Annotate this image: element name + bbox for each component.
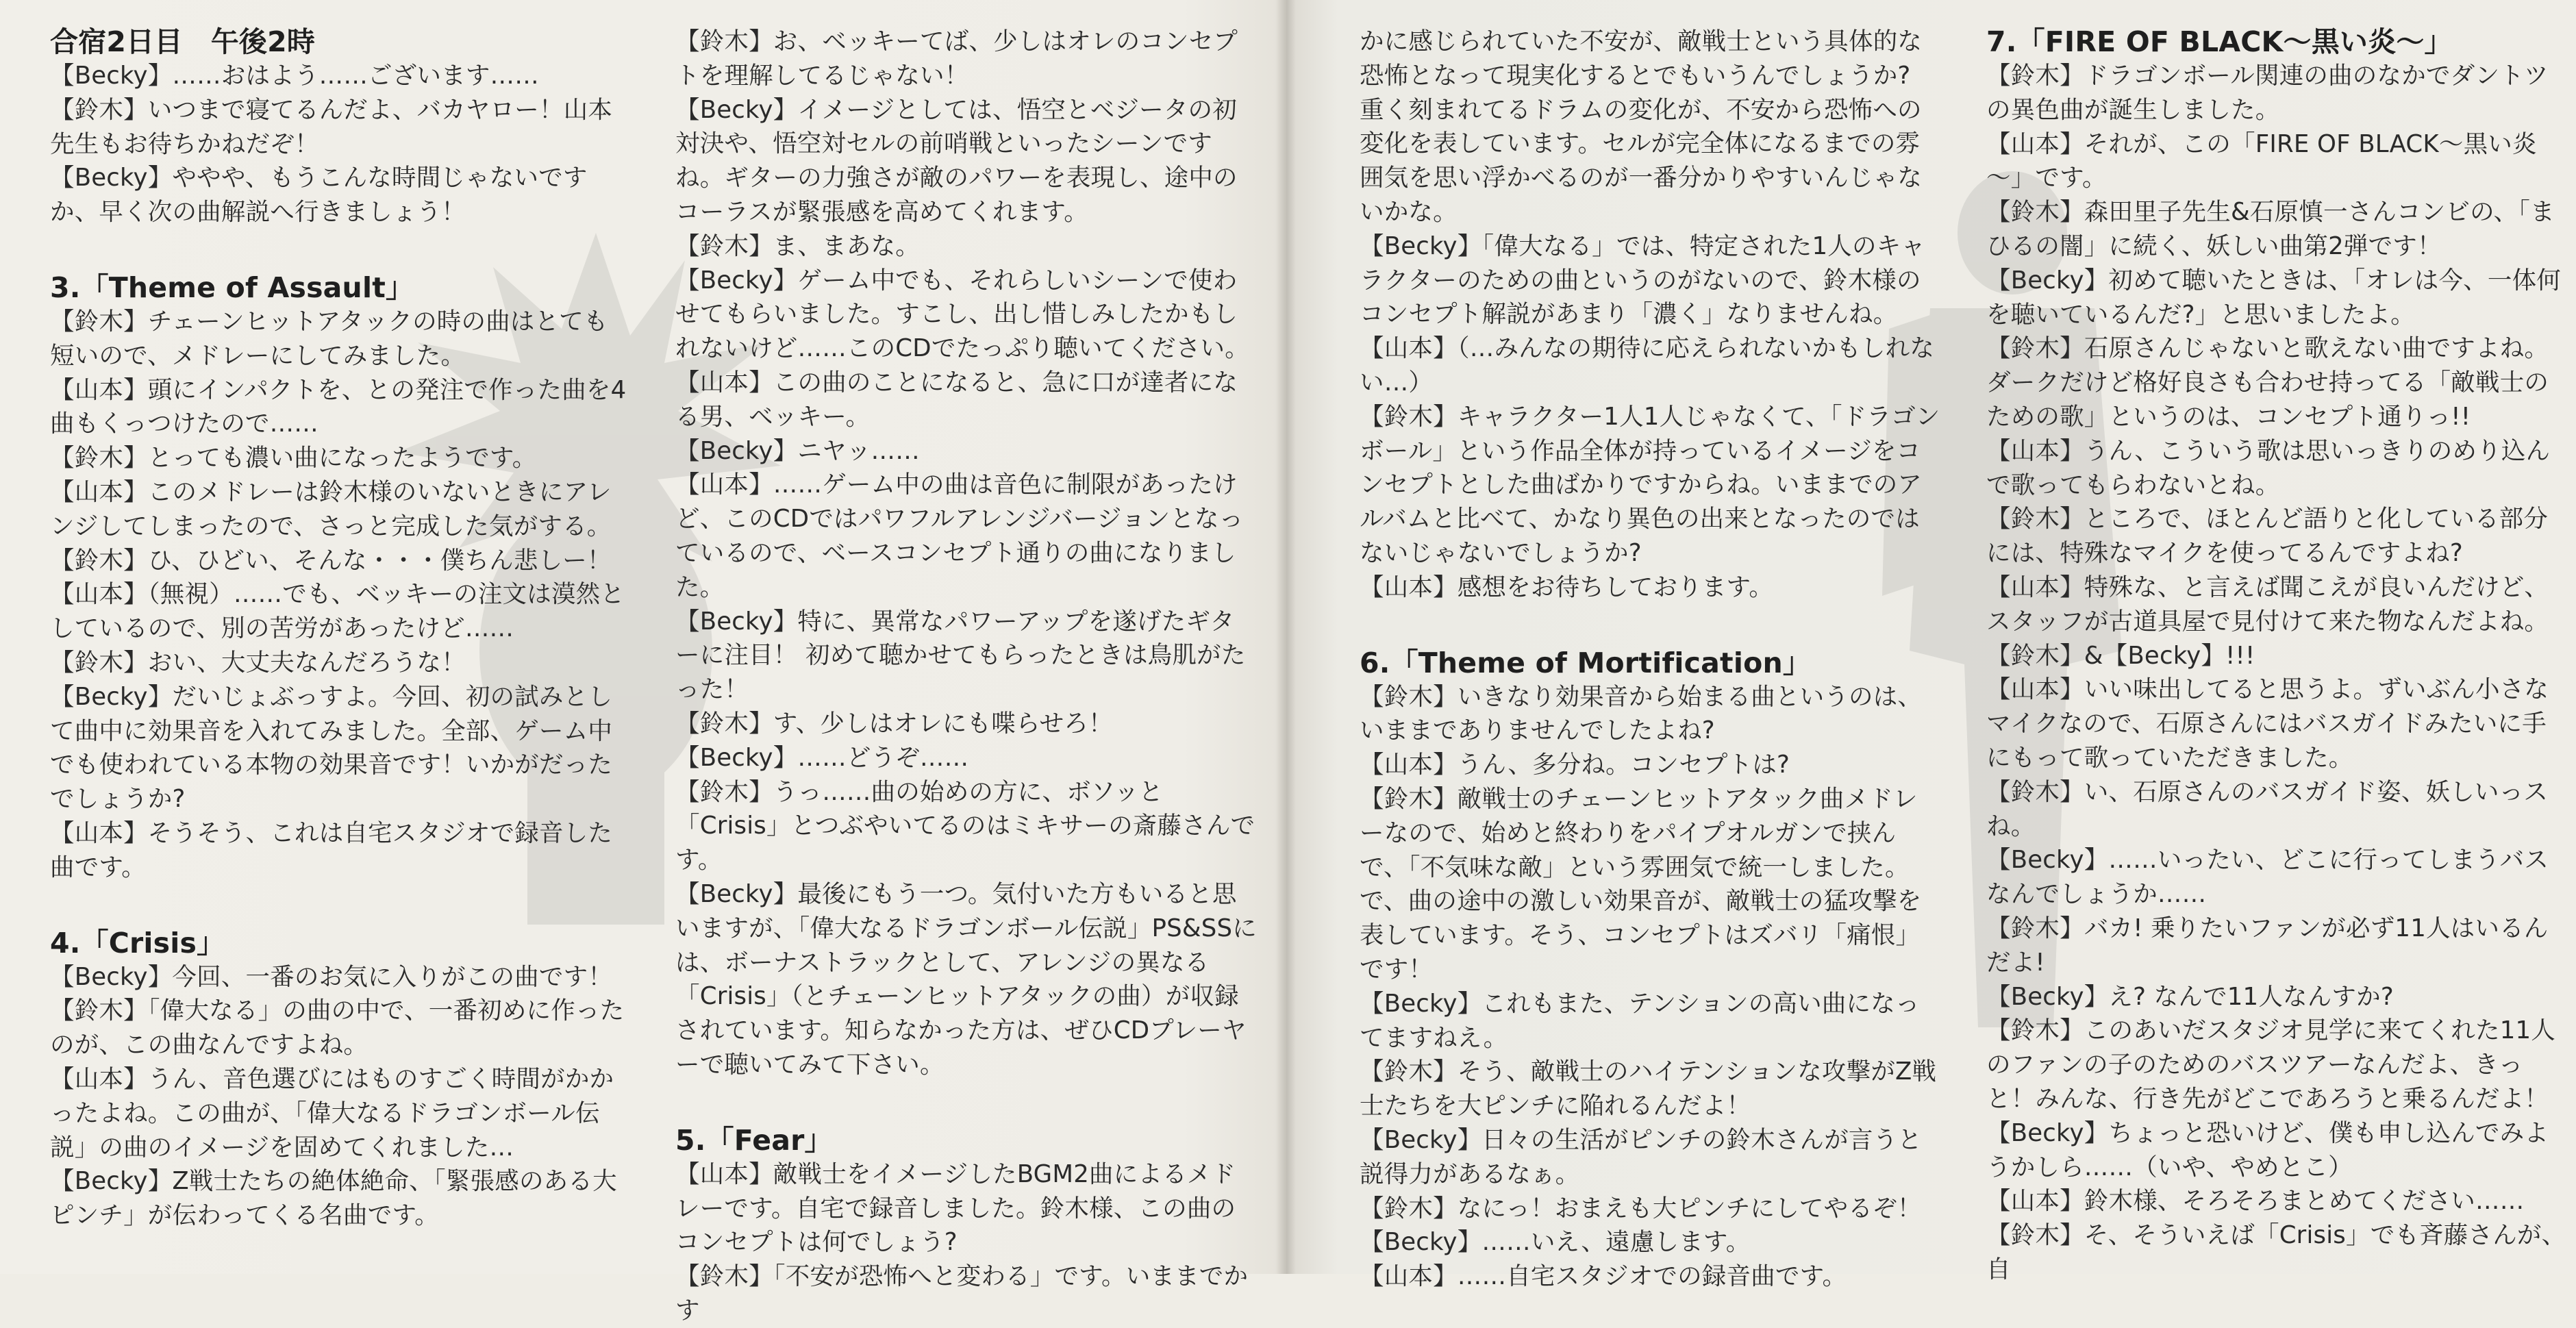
dialogue-line: 【鈴木】森田里子先生&石原慎一さんコンビの、「まひるの闇」に続く、妖しい曲第2弾です！	[1986, 198, 2555, 260]
section-heading: 5.「Fear」	[675, 1123, 833, 1157]
dialogue-line: 【Becky】Z戦士たちの絶体絶命、「緊張感のある大ピンチ」が伝わってくる名曲です。	[50, 1167, 617, 1230]
dialogue-line: 【鈴木】石原さんじゃないと歌えない曲ですよね。ダークだけど格好良さも合わせ持ってる「敵戦士のための歌」というのは、コンセプト通りっ!!	[1986, 334, 2549, 431]
dialogue-line: 【鈴木】このあいだスタジオ見学に来てくれた11人のファンの子のためのバスツアーなんだよ、きっと！みんな、行き先がどこであろうと乗るんだよ！	[1986, 1016, 2555, 1113]
dialogue-line: 【鈴木】お、ベッキーてば、少しはオレのコンセプトを理解してるじゃない！	[675, 27, 1238, 90]
dialogue-line: 【Becky】……いえ、遠慮します。	[1360, 1228, 1751, 1257]
dialogue-line: 【鈴木】ま、まあな。	[675, 231, 921, 260]
dialogue-line: 【鈴木】いつまで寝てるんだよ、バカヤロー！山本先生もお待ちかねだぞ！	[50, 95, 613, 158]
dialogue-line: 【Becky】……いったい、どこに行ってしまうバスなんでしょうか……	[1986, 846, 2549, 909]
section-gap	[1360, 605, 1942, 646]
dialogue-line: 【鈴木】ところで、ほとんど語りと化している部分には、特殊なマイクを使ってるんですよね?	[1986, 505, 2549, 568]
text-column-1	[50, 25, 632, 1233]
dialogue-line: 【鈴木】おい、大丈夫なんだろうな！	[50, 648, 466, 677]
dialogue-line: 【鈴木】うっ……曲の始めの方に、ボソッと「Crisis」とつぶやいてるのはミキサーの斎藤さんです。	[675, 777, 1255, 875]
dialogue-line: 【鈴木】バカ! 乗りたいファンが必ず11人はいるんだよ!	[1986, 914, 2549, 977]
section-heading: 4.「Crisis」	[50, 926, 225, 960]
dialogue-line: 【山本】この曲のことになると、急に口が達者になる男、ベッキー。	[675, 368, 1238, 431]
dialogue-line: 【鈴木】そう、敵戦士のハイテンションな攻撃がZ戦士たちを大ピンチに陥れるんだよ！	[1360, 1057, 1937, 1120]
dialogue-line: 【鈴木】チェーンヒットアタックの時の曲はとても短いので、メドレーにしてみました。	[50, 307, 608, 370]
dialogue-line: 【鈴木】&【Becky】!!!	[1986, 641, 2255, 670]
dialogue-line: 【鈴木】敵戦士のチェーンヒットアタック曲メドレーなので、始めと終わりをパイプオルガンで挟んで、「不気味な敵」という雰囲気で統一しました。で、曲の途中の激しい効果音が、敵戦士の猛攻撃を表しています。そう、コンセプトはズバリ「痛恨」です！	[1360, 784, 1922, 984]
section-heading: 7.「FIRE OF BLACK～黒い炎～」	[1986, 25, 2453, 58]
text-column-4	[1986, 25, 2568, 1287]
dialogue-line: 【Becky】……どうぞ……	[675, 743, 969, 772]
dialogue-line: 【山本】うん、こういう歌は思いっきりのめり込んで歌ってもらわないとね。	[1986, 436, 2551, 499]
dialogue-line: 【Becky】ゲーム中でも、それらしいシーンで使わせてもらいました。すこし、出し惜しみしたかもしれないけど……このCDでたっぷり聴いてください。	[675, 266, 1249, 363]
dialogue-line: 【Becky】これもまた、テンションの高い曲になってますねえ。	[1360, 989, 1920, 1052]
dialogue-line: 【鈴木】そ、そういえば「Crisis」でも斉藤さんが、自	[1986, 1221, 2566, 1283]
dialogue-line: 【Becky】今回、一番のお気に入りがこの曲です！	[50, 962, 613, 991]
dialogue-line: 【山本】感想をお待ちしております。	[1360, 573, 1774, 601]
dialogue-line: 【Becky】日々の生活がピンチの鈴木さんが言うと説得力があるなぁ。	[1360, 1125, 1923, 1188]
text-column-3	[1360, 25, 1942, 1294]
dialogue-line: 【鈴木】い、石原さんのバスガイド姿、妖しいっスね。	[1986, 777, 2549, 840]
dialogue-line: 【Becky】「偉大なる」では、特定された1人のキャラクターのための曲というのがないので、鈴木様のコンセプト解説があまり「濃く」なりませんね。	[1360, 231, 1926, 329]
right-page	[1286, 0, 2576, 1291]
left-page	[0, 0, 1286, 1325]
dialogue-line: 【山本】いい味出してると思うよ。ずいぶん小さなマイクなので、石原さんにはバスガイドみたいに手にもって歌っていただきました。	[1986, 675, 2549, 772]
dialogue-line: 【Becky】ニヤッ……	[675, 436, 920, 465]
dialogue-line: 【山本】特殊な、と言えば聞こえが良いんだけど、スタッフが古道具屋で見付けて来た物なんだよね。	[1986, 573, 2549, 636]
dialogue-line: 【Becky】え? なんで11人なんすか?	[1986, 982, 2394, 1011]
dialogue-line: 【Becky】最後にもう一つ。気付いた方もいると思いますが、「偉大なるドラゴンボール伝説」PS&SSには、ボーナストラックとして、アレンジの異なる「Crisis」（とチェーンヒットアタックの曲）が収録されています。知らなかった方は、ぜひCDプレーヤーで聴いてみて下さい。	[675, 879, 1257, 1079]
dialogue-line: 【鈴木】とっても濃い曲になったようです。	[50, 444, 537, 473]
dialogue-line: 【山本】……ゲーム中の曲は音色に制限があったけど、このCDではパワフルアレンジバージョンとなっているので、ベースコンセプト通りの曲になりました。	[675, 471, 1244, 601]
dialogue-line: 【山本】それが、この「FIRE OF BLACK～黒い炎～」です。	[1986, 129, 2537, 192]
dialogue-line: 【山本】頭にインパクトを、との発注で作った曲を4曲もくっつけたので……	[50, 375, 627, 438]
dialogue-line: 【鈴木】ひ、ひどい、そんな・・・僕ちん悲しー！	[50, 546, 612, 575]
dialogue-line: 【山本】そうそう、これは自宅スタジオで録音した曲です。	[50, 818, 613, 881]
dialogue-line: 【Becky】……おはよう……ございます……	[50, 62, 539, 90]
dialogue-line: 【鈴木】なにっ！おまえも大ピンチにしてやるぞ！	[1360, 1194, 1922, 1223]
dialogue-line: 【鈴木】いきなり効果音から始まる曲というのは、いままでありませんでしたよね?	[1360, 682, 1923, 745]
section-gap	[50, 885, 632, 926]
dialogue-line: 【山本】うん、多分ね。コンセプトは?	[1360, 751, 1790, 779]
dialogue-line: 【鈴木】「偉大なる」の曲の中で、一番初めに作ったのが、この曲なんですよね。	[50, 997, 625, 1060]
section-heading: 6.「Theme of Mortification」	[1360, 646, 1812, 679]
dialogue-line: 【山本】敵戦士をイメージしたBGM2曲によるメドレーです。自宅で録音しました。鈴木様、この曲のコンセプトは何でしょう?	[675, 1160, 1236, 1257]
page-gutter	[1275, 0, 1296, 1274]
dialogue-line: かに感じられていた不安が、敵戦士という具体的な恐怖となって現実化するとでもいうんでしょうか? 重く刻まれてるドラムの変化が、不安から恐怖への変化を表しています。セルが完全体になるまでの雰囲気を思い浮かべるのが一番分かりやすいんじゃないかな。	[1360, 27, 1923, 226]
dialogue-line: 【Becky】初めて聴いたときは、「オレは今、一体何を聴いているんだ?」と思いましたよ。	[1986, 266, 2561, 329]
dialogue-line: 【山本】……自宅スタジオでの録音曲です。	[1360, 1262, 1847, 1291]
dialogue-line: 【Becky】ややや、もうこんな時間じゃないですか、早く次の曲解説へ行きましょう！	[50, 164, 588, 227]
dialogue-line: 【鈴木】キャラクター1人1人じゃなくて、「ドラゴンボール」という作品全体が持っているイメージをコンセプトとした曲ばかりですからね。いままでのアルバムと比べて、かなり異色の出来となったのではないじゃないでしょうか?	[1360, 402, 1940, 567]
section-heading: 3.「Theme of Assault」	[50, 271, 414, 304]
text-column-2	[675, 25, 1258, 1328]
dialogue-line: 【Becky】ちょっと恐いけど、僕も申し込んでみようかしら……（いや、やめとこ）	[1986, 1118, 2549, 1181]
section-heading: 合宿2日目 午後2時	[50, 25, 316, 58]
dialogue-line: 【Becky】特に、異常なパワーアップを遂げたギターに注目！ 初めて聴かせてもらったときは鳥肌がたった！	[675, 607, 1246, 704]
dialogue-line: 【山本】（無視）……でも、ベッキーの注文は漠然としているので、別の苦労があったけど……	[50, 580, 625, 643]
dialogue-line: 【鈴木】ドラゴンボール関連の曲のなかでダントツの異色曲が誕生しました。	[1986, 62, 2549, 124]
dialogue-line: 【鈴木】す、少しはオレにも喋らせろ！	[675, 709, 1113, 738]
dialogue-line: 【山本】（…みんなの期待に応えられないかもしれない…）	[1360, 334, 1935, 397]
dialogue-line: 【Becky】だいじょぶっすよ。今回、初の試みとして曲中に効果音を入れてみました。全部、ゲーム中でも使われている本物の効果音です！いかがだったでしょうか?	[50, 682, 613, 814]
dialogue-line: 【山本】うん、音色選びにはものすごく時間がかかったよね。この曲が、「偉大なるドラゴンボール伝説」の曲のイメージを固めてくれました…	[50, 1064, 614, 1162]
section-gap	[50, 229, 632, 271]
section-gap	[675, 1082, 1258, 1123]
dialogue-line: 【山本】鈴木様、そろそろまとめてください……	[1986, 1187, 2525, 1216]
dialogue-line: 【山本】このメドレーは鈴木様のいないときにアレンジしてしまったので、さっと完成した気がする。	[50, 477, 612, 540]
dialogue-line: 【Becky】イメージとしては、悟空とベジータの初対決や、悟空対セルの前哨戦といったシーンですね。ギターの力強さが敵のパワーを表現し、途中のコーラスが緊張感を高めてくれます。	[675, 95, 1238, 226]
dialogue-line: 【鈴木】「不安が恐怖へと変わる」です。いままでかす	[675, 1262, 1249, 1325]
